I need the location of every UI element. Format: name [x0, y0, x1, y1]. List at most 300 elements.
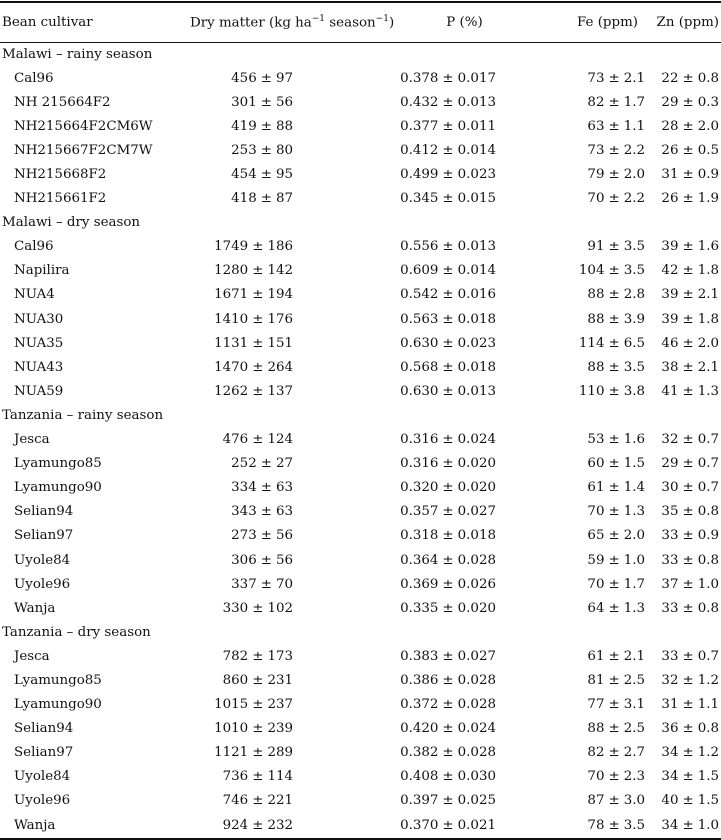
plus-minus-symbol: ± [682, 648, 694, 664]
dry-matter-cell [178, 235, 381, 259]
iron-cell-mean: 88 [587, 359, 605, 375]
iron-cell-mean: 82 [587, 94, 605, 110]
zinc-cell [646, 572, 721, 596]
phosphorus-cell [381, 548, 500, 572]
zinc-cell-se: 2.0 [697, 118, 719, 134]
plus-minus-symbol: ± [608, 432, 620, 448]
table-row [0, 596, 721, 620]
section-header-row [0, 42, 721, 66]
iron-cell-mean: 82 [587, 745, 605, 761]
plus-minus-symbol: ± [442, 142, 454, 158]
iron-cell-mean: 70 [587, 769, 605, 785]
dry-matter-cell-mean: 746 [222, 793, 249, 809]
phosphorus-cell-mean: 0.630 [400, 383, 439, 399]
phosphorus-cell-mean: 0.377 [400, 118, 439, 134]
table-row [0, 765, 721, 789]
plus-minus-symbol: ± [682, 817, 694, 833]
phosphorus-cell-se: 0.013 [457, 383, 496, 399]
zinc-cell-se: 1.8 [697, 311, 719, 327]
plus-minus-symbol: ± [682, 70, 694, 86]
phosphorus-cell [381, 114, 500, 138]
cultivar-cell: NH215664F2CM6W [14, 118, 153, 134]
phosphorus-cell-mean: 0.316 [400, 456, 439, 472]
phosphorus-cell-mean: 0.563 [400, 311, 439, 327]
iron-cell [500, 428, 646, 452]
cultivar-cell: Cal96 [14, 239, 54, 255]
iron-cell [500, 741, 646, 765]
phosphorus-cell-se: 0.018 [457, 528, 496, 544]
phosphorus-cell [381, 283, 500, 307]
plus-minus-symbol: ± [682, 576, 694, 592]
zinc-cell-mean: 31 [661, 697, 679, 713]
iron-cell-mean: 53 [587, 432, 605, 448]
cultivar-cell: Selian94 [14, 721, 74, 737]
plus-minus-symbol: ± [260, 167, 272, 183]
phosphorus-cell-se: 0.015 [457, 191, 496, 207]
plus-minus-symbol: ± [608, 793, 620, 809]
plus-minus-symbol: ± [442, 480, 454, 496]
zinc-cell-mean: 32 [661, 672, 679, 688]
plus-minus-symbol: ± [442, 383, 454, 399]
iron-cell [500, 355, 646, 379]
zinc-cell-se: 1.2 [697, 745, 719, 761]
iron-cell [500, 331, 646, 355]
phosphorus-cell-se: 0.016 [457, 287, 496, 303]
dry-matter-cell [178, 90, 381, 114]
dry-matter-cell [178, 596, 381, 620]
iron-cell-mean: 79 [587, 167, 605, 183]
zinc-cell-mean: 26 [661, 142, 679, 158]
plus-minus-symbol: ± [608, 456, 620, 472]
dry-matter-cell-mean: 1131 [214, 335, 249, 351]
header-zinc: Zn (ppm) [656, 15, 719, 30]
plus-minus-symbol: ± [682, 335, 694, 351]
cultivar-cell: NUA30 [14, 311, 64, 327]
dry-matter-cell [178, 138, 381, 162]
zinc-cell-se: 1.8 [697, 263, 719, 279]
table-row [0, 668, 721, 692]
zinc-cell [646, 452, 721, 476]
zinc-cell-se: 1.2 [697, 672, 719, 688]
dry-matter-cell-se: 289 [267, 745, 293, 761]
iron-cell-se: 2.3 [623, 769, 645, 785]
table-body [0, 42, 721, 837]
zinc-cell-mean: 39 [661, 287, 679, 303]
table-row [0, 90, 721, 114]
zinc-cell-mean: 39 [661, 311, 679, 327]
zinc-cell-mean: 35 [661, 504, 679, 520]
header-dry-matter-prefix: Dry matter (kg ha [190, 15, 312, 31]
iron-cell-se: 1.1 [623, 118, 645, 134]
phosphorus-cell-se: 0.023 [457, 335, 496, 351]
table-row [0, 524, 721, 548]
plus-minus-symbol: ± [682, 432, 694, 448]
plus-minus-symbol: ± [608, 287, 620, 303]
plus-minus-symbol: ± [252, 817, 264, 833]
phosphorus-cell-mean: 0.408 [400, 769, 439, 785]
zinc-cell-se: 0.7 [697, 456, 719, 472]
plus-minus-symbol: ± [252, 263, 264, 279]
iron-cell-se: 1.3 [623, 600, 645, 616]
iron-cell [500, 644, 646, 668]
plus-minus-symbol: ± [682, 480, 694, 496]
dry-matter-cell-se: 63 [275, 504, 293, 520]
plus-minus-symbol: ± [442, 504, 454, 520]
phosphorus-cell [381, 500, 500, 524]
plus-minus-symbol: ± [442, 167, 454, 183]
zinc-cell-se: 0.8 [697, 504, 719, 520]
plus-minus-symbol: ± [608, 311, 620, 327]
phosphorus-cell [381, 259, 500, 283]
zinc-cell [646, 765, 721, 789]
zinc-cell-se: 0.3 [697, 94, 719, 110]
iron-cell [500, 307, 646, 331]
phosphorus-cell-mean: 0.609 [400, 263, 439, 279]
zinc-cell-mean: 34 [661, 817, 679, 833]
plus-minus-symbol: ± [608, 552, 620, 568]
dry-matter-cell-mean: 343 [231, 504, 257, 520]
header-cultivar: Bean cultivar [2, 15, 93, 30]
dry-matter-cell-mean: 456 [231, 70, 257, 86]
iron-cell-se: 2.0 [623, 167, 645, 183]
table-row [0, 813, 721, 837]
plus-minus-symbol: ± [252, 383, 264, 399]
iron-cell [500, 90, 646, 114]
plus-minus-symbol: ± [608, 70, 620, 86]
phosphorus-cell-mean: 0.397 [400, 793, 439, 809]
zinc-cell-mean: 34 [661, 769, 679, 785]
phosphorus-cell-mean: 0.335 [400, 600, 439, 616]
plus-minus-symbol: ± [682, 721, 694, 737]
dry-matter-cell-se: 221 [267, 793, 293, 809]
zinc-cell [646, 813, 721, 837]
phosphorus-cell-mean: 0.369 [400, 576, 439, 592]
dry-matter-cell-se: 56 [275, 528, 293, 544]
iron-cell [500, 548, 646, 572]
table-row [0, 114, 721, 138]
phosphorus-cell-se: 0.028 [457, 672, 496, 688]
table-row [0, 548, 721, 572]
plus-minus-symbol: ± [442, 432, 454, 448]
plus-minus-symbol: ± [682, 383, 694, 399]
plus-minus-symbol: ± [252, 672, 264, 688]
zinc-cell-se: 0.7 [697, 648, 719, 664]
zinc-cell-mean: 32 [661, 432, 679, 448]
dry-matter-cell-se: 194 [267, 287, 293, 303]
iron-cell-se: 6.5 [623, 335, 645, 351]
phosphorus-cell [381, 524, 500, 548]
zinc-cell [646, 741, 721, 765]
phosphorus-cell-se: 0.026 [457, 576, 496, 592]
phosphorus-cell-se: 0.020 [457, 600, 496, 616]
table-row [0, 476, 721, 500]
plus-minus-symbol: ± [608, 142, 620, 158]
phosphorus-cell-mean: 0.412 [400, 142, 439, 158]
plus-minus-symbol: ± [608, 359, 620, 375]
zinc-cell [646, 548, 721, 572]
phosphorus-cell-se: 0.027 [457, 648, 496, 664]
dry-matter-cell [178, 162, 381, 186]
plus-minus-symbol: ± [608, 191, 620, 207]
zinc-cell-se: 1.5 [697, 769, 719, 785]
plus-minus-symbol: ± [442, 697, 454, 713]
dry-matter-cell-se: 70 [275, 576, 293, 592]
phosphorus-cell-se: 0.021 [457, 817, 496, 833]
zinc-cell [646, 693, 721, 717]
cultivar-cell: NUA35 [14, 335, 64, 351]
iron-cell-se: 2.5 [623, 721, 645, 737]
iron-cell [500, 693, 646, 717]
dry-matter-cell-mean: 476 [222, 432, 249, 448]
dry-matter-cell-se: 142 [267, 263, 293, 279]
iron-cell-mean: 61 [587, 648, 605, 664]
phosphorus-cell [381, 379, 500, 403]
iron-cell-se: 3.9 [623, 311, 645, 327]
phosphorus-cell-se: 0.018 [457, 311, 496, 327]
plus-minus-symbol: ± [608, 335, 620, 351]
phosphorus-cell [381, 90, 500, 114]
zinc-cell [646, 524, 721, 548]
dry-matter-cell [178, 500, 381, 524]
iron-cell-mean: 114 [578, 335, 605, 351]
zinc-cell-mean: 33 [661, 648, 679, 664]
zinc-cell-se: 1.0 [697, 576, 719, 592]
table-row [0, 500, 721, 524]
dry-matter-cell-se: 56 [275, 94, 293, 110]
dry-matter-cell [178, 813, 381, 837]
dry-matter-cell [178, 524, 381, 548]
header-phosphorus: P (%) [446, 15, 483, 30]
dry-matter-cell [178, 187, 381, 211]
plus-minus-symbol: ± [682, 552, 694, 568]
zinc-cell [646, 717, 721, 741]
table-row [0, 717, 721, 741]
phosphorus-cell-mean: 0.420 [400, 721, 439, 737]
cultivar-cell: Uyole84 [14, 769, 71, 785]
phosphorus-cell-se: 0.013 [457, 239, 496, 255]
phosphorus-cell-se: 0.025 [457, 793, 496, 809]
plus-minus-symbol: ± [442, 287, 454, 303]
header-iron: Fe (ppm) [576, 15, 638, 30]
table-row [0, 428, 721, 452]
iron-cell [500, 114, 646, 138]
plus-minus-symbol: ± [682, 167, 694, 183]
plus-minus-symbol: ± [682, 142, 694, 158]
phosphorus-cell [381, 235, 500, 259]
phosphorus-cell-mean: 0.370 [400, 817, 439, 833]
cultivar-cell: Wanja [14, 600, 56, 616]
iron-cell-mean: 81 [587, 672, 605, 688]
iron-cell-se: 1.7 [623, 94, 645, 110]
header-dry-matter-suffix: ) [388, 15, 395, 31]
zinc-cell [646, 259, 721, 283]
cultivar-cell: Selian97 [14, 745, 74, 761]
dry-matter-cell-se: 87 [275, 191, 293, 207]
dry-matter-cell-se: 114 [267, 769, 293, 785]
dry-matter-cell [178, 428, 381, 452]
zinc-cell-se: 0.8 [697, 70, 719, 86]
cultivar-cell: Wanja [14, 817, 56, 833]
zinc-cell [646, 283, 721, 307]
plus-minus-symbol: ± [682, 359, 694, 375]
dry-matter-cell-mean: 924 [222, 817, 249, 833]
iron-cell [500, 162, 646, 186]
plus-minus-symbol: ± [608, 167, 620, 183]
table-row [0, 452, 721, 476]
plus-minus-symbol: ± [608, 118, 620, 134]
table-row [0, 572, 721, 596]
section-title: Malawi – rainy season [2, 46, 153, 62]
zinc-cell-mean: 46 [661, 335, 679, 351]
plus-minus-symbol: ± [252, 793, 264, 809]
table-row [0, 644, 721, 668]
cultivar-cell: NUA4 [14, 287, 55, 303]
plus-minus-symbol: ± [608, 528, 620, 544]
plus-minus-symbol: ± [252, 697, 264, 713]
table-row [0, 66, 721, 90]
plus-minus-symbol: ± [252, 287, 264, 303]
dry-matter-cell-se: 80 [275, 142, 293, 158]
iron-cell-se: 3.5 [623, 359, 645, 375]
dry-matter-cell-mean: 419 [231, 118, 257, 134]
phosphorus-cell-mean: 0.316 [400, 432, 439, 448]
iron-cell [500, 596, 646, 620]
dry-matter-cell-mean: 782 [222, 648, 249, 664]
zinc-cell-mean: 42 [661, 263, 679, 279]
iron-cell-se: 3.5 [623, 817, 645, 833]
plus-minus-symbol: ± [252, 359, 264, 375]
iron-cell-mean: 110 [578, 383, 605, 399]
zinc-cell-mean: 22 [661, 70, 679, 86]
iron-cell-mean: 60 [587, 456, 605, 472]
phosphorus-cell-mean: 0.345 [400, 191, 439, 207]
plus-minus-symbol: ± [682, 191, 694, 207]
zinc-cell [646, 596, 721, 620]
phosphorus-cell-mean: 0.383 [400, 648, 439, 664]
phosphorus-cell-mean: 0.542 [400, 287, 439, 303]
zinc-cell-mean: 41 [661, 383, 679, 399]
zinc-cell [646, 235, 721, 259]
dry-matter-cell-mean: 1121 [214, 745, 249, 761]
plus-minus-symbol: ± [442, 118, 454, 134]
phosphorus-cell-mean: 0.556 [400, 239, 439, 255]
table-row [0, 355, 721, 379]
phosphorus-cell-mean: 0.382 [400, 745, 439, 761]
plus-minus-symbol: ± [682, 118, 694, 134]
plus-minus-symbol: ± [682, 504, 694, 520]
phosphorus-cell [381, 693, 500, 717]
plus-minus-symbol: ± [682, 745, 694, 761]
zinc-cell-mean: 34 [661, 745, 679, 761]
zinc-cell-se: 0.8 [697, 552, 719, 568]
section-header-row [0, 211, 721, 235]
zinc-cell-se: 0.7 [697, 480, 719, 496]
dry-matter-cell-se: 173 [267, 648, 293, 664]
phosphorus-cell-se: 0.024 [457, 721, 496, 737]
dry-matter-cell [178, 765, 381, 789]
phosphorus-cell [381, 162, 500, 186]
dry-matter-cell-se: 27 [275, 456, 293, 472]
zinc-cell-mean: 40 [661, 793, 679, 809]
plus-minus-symbol: ± [608, 672, 620, 688]
phosphorus-cell [381, 476, 500, 500]
zinc-cell-mean: 36 [661, 721, 679, 737]
phosphorus-cell-se: 0.028 [457, 745, 496, 761]
plus-minus-symbol: ± [608, 697, 620, 713]
dry-matter-cell-se: 232 [267, 817, 293, 833]
iron-cell-se: 2.2 [623, 142, 645, 158]
plus-minus-symbol: ± [608, 504, 620, 520]
dry-matter-cell-mean: 252 [231, 456, 257, 472]
phosphorus-cell [381, 138, 500, 162]
plus-minus-symbol: ± [442, 817, 454, 833]
plus-minus-symbol: ± [442, 793, 454, 809]
dry-matter-cell [178, 259, 381, 283]
plus-minus-symbol: ± [682, 600, 694, 616]
phosphorus-cell [381, 741, 500, 765]
phosphorus-cell-mean: 0.499 [400, 167, 439, 183]
dry-matter-cell-se: 56 [275, 552, 293, 568]
dry-matter-cell-se: 63 [275, 480, 293, 496]
zinc-cell [646, 379, 721, 403]
dry-matter-cell [178, 307, 381, 331]
iron-cell-mean: 59 [587, 552, 605, 568]
iron-cell-se: 3.5 [623, 263, 645, 279]
cultivar-cell: Lyamungo90 [14, 480, 102, 496]
dry-matter-cell-mean: 1262 [214, 383, 249, 399]
plus-minus-symbol: ± [260, 118, 272, 134]
iron-cell-se: 1.3 [623, 504, 645, 520]
plus-minus-symbol: ± [442, 769, 454, 785]
zinc-cell-se: 0.5 [697, 142, 719, 158]
plus-minus-symbol: ± [260, 142, 272, 158]
iron-cell [500, 500, 646, 524]
dry-matter-cell-mean: 1280 [214, 263, 249, 279]
dry-matter-cell-mean: 1470 [214, 359, 249, 375]
iron-cell [500, 452, 646, 476]
cultivar-cell: Selian97 [14, 528, 74, 544]
header-dry-matter-sup2: −1 [375, 14, 389, 25]
dry-matter-cell-mean: 337 [231, 576, 257, 592]
plus-minus-symbol: ± [260, 480, 272, 496]
zinc-cell [646, 307, 721, 331]
cultivar-cell: Uyole84 [14, 552, 71, 568]
plus-minus-symbol: ± [442, 311, 454, 327]
zinc-cell-se: 0.9 [697, 167, 719, 183]
iron-cell [500, 187, 646, 211]
plus-minus-symbol: ± [608, 817, 620, 833]
zinc-cell-mean: 30 [661, 480, 679, 496]
zinc-cell [646, 476, 721, 500]
zinc-cell-se: 0.9 [697, 528, 719, 544]
dry-matter-cell-se: 151 [267, 335, 293, 351]
plus-minus-symbol: ± [442, 335, 454, 351]
dry-matter-cell [178, 331, 381, 355]
iron-cell-mean: 70 [587, 576, 605, 592]
iron-cell-mean: 73 [587, 70, 605, 86]
dry-matter-cell [178, 476, 381, 500]
plus-minus-symbol: ± [608, 383, 620, 399]
plus-minus-symbol: ± [442, 359, 454, 375]
phosphorus-cell-se: 0.014 [457, 263, 496, 279]
zinc-cell-mean: 26 [661, 191, 679, 207]
dry-matter-cell-se: 239 [267, 721, 293, 737]
zinc-cell-se: 2.1 [697, 359, 719, 375]
dry-matter-cell-mean: 418 [231, 191, 257, 207]
header-row [0, 3, 721, 42]
zinc-cell-se: 1.3 [697, 383, 719, 399]
dry-matter-cell-se: 231 [267, 672, 293, 688]
